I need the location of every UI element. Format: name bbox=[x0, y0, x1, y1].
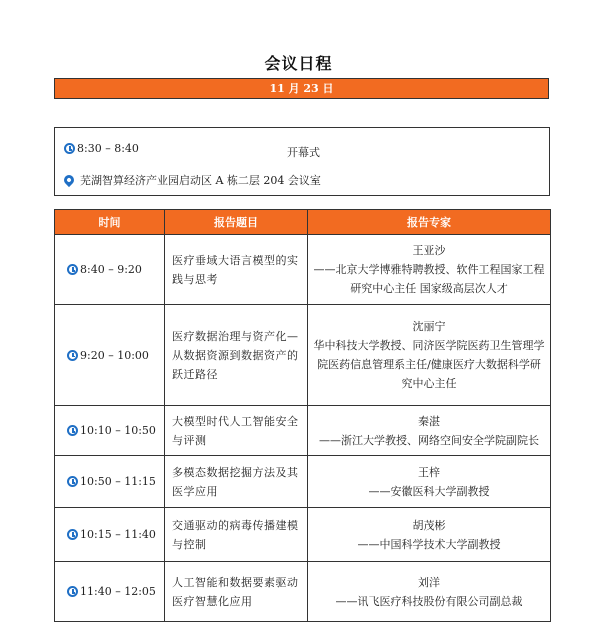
time-text: 10:50 – 11:15 bbox=[80, 475, 156, 488]
speaker-name: 胡茂彬 bbox=[412, 518, 446, 532]
speaker-name: 秦湛 bbox=[418, 414, 440, 428]
speaker-name: 沈丽宁 bbox=[412, 320, 446, 333]
opening-time-text: 8:30 – 8:40 bbox=[77, 142, 139, 155]
topic-cell bbox=[165, 456, 308, 508]
topic-cell bbox=[165, 235, 308, 305]
topic-text: 医疗数据治理与资产化—从数据资源到数据资产的跃迁路径 bbox=[172, 329, 299, 381]
topic-cell bbox=[165, 508, 308, 562]
header-time: 时间 bbox=[55, 210, 165, 235]
time-text: 9:20 – 10:00 bbox=[80, 348, 149, 362]
time-text: 10:15 – 11:40 bbox=[80, 528, 156, 541]
header-speaker: 报告专家 bbox=[308, 210, 551, 235]
table-row bbox=[55, 508, 551, 562]
speaker-cell bbox=[308, 508, 551, 562]
speaker-cell bbox=[308, 305, 551, 406]
schedule-table bbox=[54, 209, 551, 622]
table-row bbox=[55, 235, 551, 305]
topic-cell bbox=[165, 406, 308, 456]
speaker-name: 王亚沙 bbox=[412, 244, 446, 257]
speaker-title: ——安徽医科大学副教授 bbox=[368, 484, 490, 498]
time-text: 10:10 – 10:50 bbox=[80, 424, 156, 437]
topic-text: 大模型时代人工智能安全与评测 bbox=[172, 414, 299, 447]
speaker-cell bbox=[308, 406, 551, 456]
time-cell bbox=[55, 235, 165, 305]
speaker-cell bbox=[308, 456, 551, 508]
table-row bbox=[55, 562, 551, 622]
date-banner: 11 月 23 日 bbox=[54, 78, 549, 99]
speaker-cell bbox=[308, 562, 551, 622]
opening-location-text: 芜湖智算经济产业园启动区 A 栋二层 204 会议室 bbox=[80, 174, 321, 187]
clock-icon bbox=[67, 586, 78, 597]
opening-time bbox=[64, 142, 139, 155]
table-row bbox=[55, 305, 551, 406]
location-pin-icon bbox=[62, 173, 76, 187]
topic-text: 多模态数据挖掘方法及其医学应用 bbox=[172, 465, 299, 498]
clock-icon bbox=[67, 350, 78, 361]
clock-icon bbox=[67, 529, 78, 540]
topic-cell bbox=[165, 562, 308, 622]
speaker-title: 华中科技大学教授、同济医学院医药卫生管理学院医药信息管理系主任/健康医疗大数据科学研究中心主任 bbox=[313, 339, 545, 390]
header-topic: 报告题目 bbox=[165, 210, 308, 235]
clock-icon bbox=[67, 264, 78, 275]
page-title: 会议日程 bbox=[264, 54, 333, 73]
topic-cell bbox=[165, 305, 308, 406]
table-row bbox=[55, 406, 551, 456]
speaker-title: ——北京大学博雅特聘教授、软件工程国家工程研究中心主任 国家级高层次人才 bbox=[313, 263, 545, 295]
time-cell bbox=[55, 456, 165, 508]
topic-text: 人工智能和数据要素驱动医疗智慧化应用 bbox=[172, 575, 299, 608]
time-text: 8:40 – 9:20 bbox=[80, 263, 142, 276]
speaker-title: ——中国科学技术大学副教授 bbox=[357, 537, 501, 551]
table-header-row bbox=[55, 210, 551, 235]
table-row bbox=[55, 456, 551, 508]
clock-icon bbox=[64, 143, 75, 154]
clock-icon bbox=[67, 425, 78, 436]
opening-event: 开幕式 bbox=[287, 146, 320, 159]
opening-location bbox=[64, 172, 321, 188]
opening-session-box bbox=[54, 127, 550, 196]
time-cell bbox=[55, 508, 165, 562]
time-text: 11:40 – 12:05 bbox=[80, 585, 156, 598]
topic-text: 交通驱动的病毒传播建模与控制 bbox=[172, 518, 299, 551]
speaker-cell bbox=[308, 235, 551, 305]
time-cell bbox=[55, 305, 165, 406]
speaker-name: 刘洋 bbox=[418, 575, 440, 589]
speaker-name: 王梓 bbox=[418, 465, 440, 479]
speaker-title: ——浙江大学教授、网络空间安全学院副院长 bbox=[319, 433, 539, 447]
clock-icon bbox=[67, 476, 78, 487]
time-cell bbox=[55, 406, 165, 456]
topic-text: 医疗垂域大语言模型的实践与思考 bbox=[172, 253, 299, 286]
time-cell bbox=[55, 562, 165, 622]
speaker-title: ——讯飞医疗科技股份有限公司副总裁 bbox=[335, 594, 523, 608]
